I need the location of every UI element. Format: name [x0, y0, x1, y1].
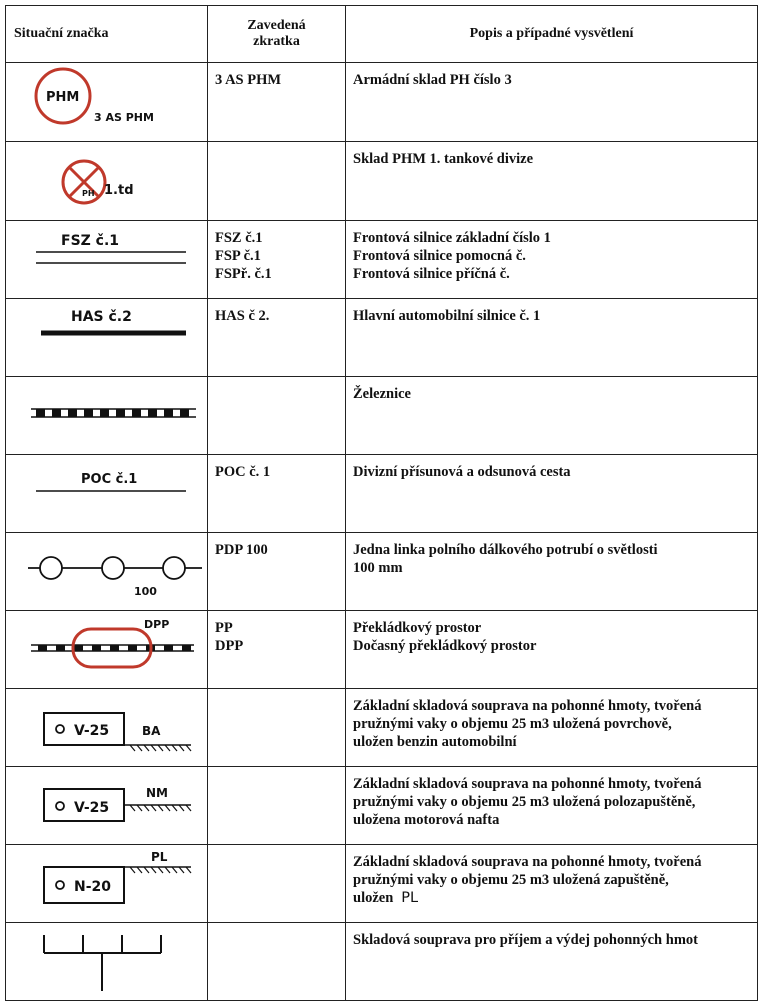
description-cell — [346, 845, 758, 923]
storage-set-buried-icon — [6, 845, 206, 922]
abbreviation-cell — [208, 533, 346, 611]
header-abbreviation: Zavedená zkratka — [208, 6, 346, 63]
table-header-row — [6, 6, 758, 63]
header-symbol: Situační značka — [6, 6, 208, 63]
abbreviation-text: FSP č.1 — [215, 248, 261, 264]
description-cell — [346, 142, 758, 221]
railway-icon — [6, 377, 206, 454]
abbreviation-cell — [208, 221, 346, 299]
side-label: NM — [146, 786, 168, 800]
description-text: uložen PL — [353, 890, 419, 906]
storage-set-surface-icon — [6, 689, 206, 766]
abbreviation-text: PP — [215, 620, 233, 636]
symbol-cell — [6, 142, 208, 221]
symbol-label: POC č.1 — [81, 472, 138, 487]
double-line-road-icon — [6, 221, 206, 298]
description-text: 100 mm — [353, 560, 403, 576]
table-row — [6, 767, 758, 845]
description-cell — [346, 533, 758, 611]
description-cell — [346, 221, 758, 299]
box-label: V-25 — [74, 800, 110, 816]
symbol-cell — [6, 689, 208, 767]
header-description: Popis a případné vysvětlení — [346, 6, 758, 63]
symbol-cell — [6, 533, 208, 611]
receive-dispense-set-icon — [6, 923, 206, 1000]
description-cell — [346, 689, 758, 767]
abbreviation-cell — [208, 377, 346, 455]
table-row — [6, 299, 758, 377]
description-cell — [346, 767, 758, 845]
table-row — [6, 63, 758, 142]
table-row — [6, 142, 758, 221]
description-cell — [346, 299, 758, 377]
description-text: Hlavní automobilní silnice č. 1 — [353, 308, 541, 324]
symbol-cell — [6, 455, 208, 533]
thick-line-road-icon — [6, 299, 206, 376]
symbol-label: FSZ č.1 — [61, 233, 120, 249]
side-label: 3 AS PHM — [94, 111, 154, 124]
symbol-legend-table — [5, 5, 758, 1001]
description-text: Frontová silnice pomocná č. — [353, 248, 526, 264]
pipeline-icon — [6, 533, 206, 610]
abbreviation-text: 3 AS PHM — [215, 72, 282, 88]
description-text: Základní skladová souprava na pohonné hmoty, tvořená — [353, 698, 702, 714]
abbreviation-cell — [208, 611, 346, 689]
abbreviation-text: FSZ č.1 — [215, 230, 263, 246]
abbreviation-cell — [208, 767, 346, 845]
abbreviation-text: HAS č 2. — [215, 308, 270, 324]
description-text: Frontová silnice základní číslo 1 — [353, 230, 551, 246]
description-text: Skladová souprava pro příjem a výdej pohonných hmot — [353, 932, 698, 948]
description-text: Železnice — [353, 386, 411, 402]
symbol-cell — [6, 299, 208, 377]
side-label: 1.td — [104, 183, 134, 198]
abbreviation-text: PDP 100 — [215, 542, 268, 558]
side-label: BA — [142, 724, 161, 738]
description-text: pružnými vaky o objemu 25 m3 uložená polozapuštěně, — [353, 794, 696, 810]
symbol-cell — [6, 63, 208, 142]
description-cell — [346, 611, 758, 689]
description-text: pružnými vaky o objemu 25 m3 uložená povrchově, — [353, 716, 672, 732]
symbol-cell — [6, 845, 208, 923]
circle-label: PH — [82, 189, 95, 198]
table-row — [6, 221, 758, 299]
symbol-label: 100 — [134, 585, 157, 598]
symbol-cell — [6, 611, 208, 689]
description-cell — [346, 377, 758, 455]
table-row — [6, 845, 758, 923]
abbreviation-text: POC č. 1 — [215, 464, 271, 480]
description-text: Základní skladová souprava na pohonné hmoty, tvořená — [353, 776, 702, 792]
abbreviation-cell — [208, 63, 346, 142]
description-text: Dočasný překládkový prostor — [353, 638, 537, 654]
abbreviation-cell — [208, 689, 346, 767]
description-text: uložen benzin automobilní — [353, 734, 517, 750]
description-text: Armádní sklad PH číslo 3 — [353, 72, 512, 88]
description-text: Divizní přísunová a odsunová cesta — [353, 464, 571, 480]
abbreviation-cell — [208, 142, 346, 221]
abbreviation-cell — [208, 845, 346, 923]
description-cell — [346, 455, 758, 533]
description-text: Sklad PHM 1. tankové divize — [353, 151, 534, 167]
symbol-label: DPP — [144, 618, 170, 631]
table-row — [6, 689, 758, 767]
description-text: uložena motorová nafta — [353, 812, 500, 828]
description-text: Základní skladová souprava na pohonné hmoty, tvořená — [353, 854, 702, 870]
symbol-cell — [6, 767, 208, 845]
box-label: N-20 — [74, 879, 112, 895]
red-crossed-circle-icon — [6, 142, 206, 220]
description-text: pružnými vaky o objemu 25 m3 uložená zapuštěně, — [353, 872, 669, 888]
abbreviation-text: FSPř. č.1 — [215, 266, 272, 282]
symbol-cell — [6, 923, 208, 1001]
abbreviation-cell — [208, 923, 346, 1001]
symbol-cell — [6, 377, 208, 455]
transfer-area-icon — [6, 611, 206, 688]
red-circle-depot-icon — [6, 63, 206, 141]
abbreviation-cell — [208, 455, 346, 533]
table-row — [6, 923, 758, 1001]
symbol-cell — [6, 221, 208, 299]
storage-set-semi-buried-icon — [6, 767, 206, 844]
description-text: Jedna linka polního dálkového potrubí o světlosti — [353, 542, 658, 558]
table-row — [6, 611, 758, 689]
single-line-road-icon — [6, 455, 206, 532]
table-row — [6, 533, 758, 611]
description-text: Překládkový prostor — [353, 620, 482, 636]
description-cell — [346, 923, 758, 1001]
description-cell — [346, 63, 758, 142]
box-label: V-25 — [74, 723, 110, 739]
side-label: PL — [151, 850, 168, 864]
abbreviation-text: DPP — [215, 638, 244, 654]
symbol-label: HAS č.2 — [71, 309, 132, 325]
table-row — [6, 377, 758, 455]
handwritten-annotation: PL — [401, 890, 419, 906]
table-row — [6, 455, 758, 533]
circle-label: PHM — [46, 90, 80, 105]
description-text: Frontová silnice příčná č. — [353, 266, 510, 282]
abbreviation-cell — [208, 299, 346, 377]
